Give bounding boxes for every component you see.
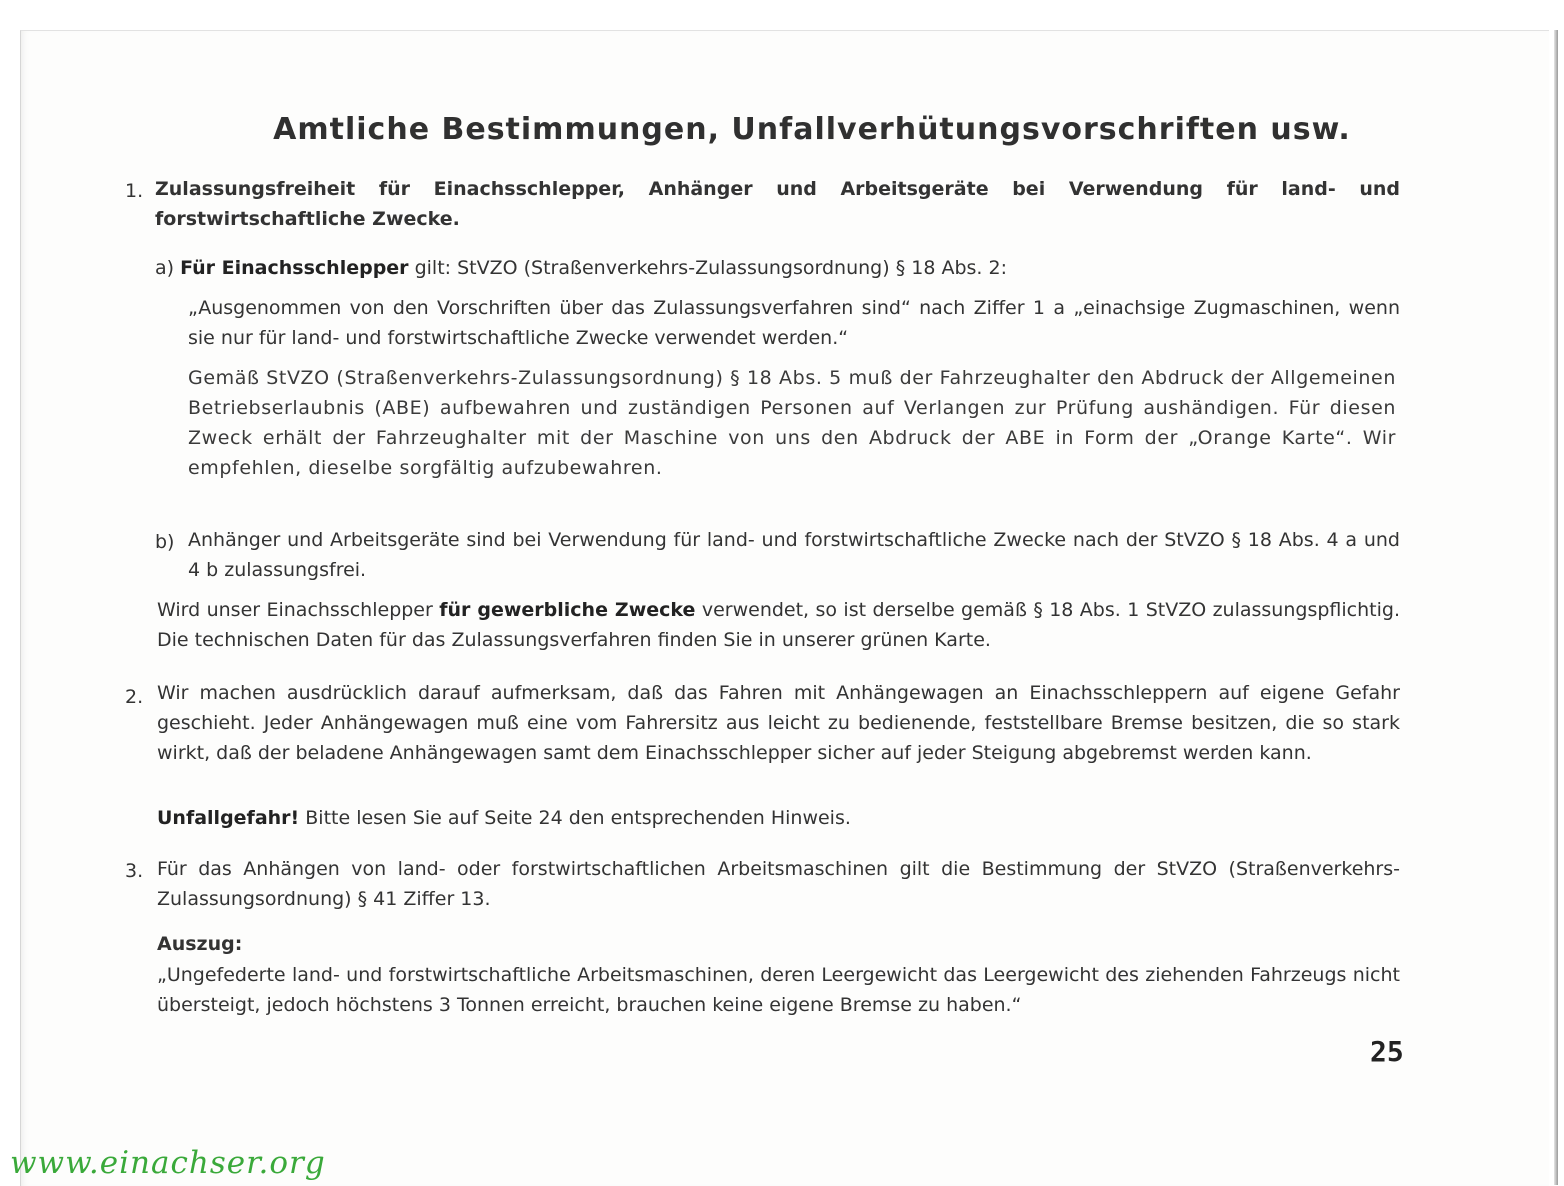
section-1b-text: Anhänger und Arbeitsgeräte sind bei Verwendung für land- und forstwirtschaftliche Zwecke nach der StVZO § 18 Abs. 4 a und 4 b zulassungsfrei. bbox=[188, 529, 1400, 581]
section-1a-text: gilt: StVZO (Straßenverkehrs-Zulassungsordnung) § 18 Abs. 2: bbox=[414, 257, 1007, 279]
gewerblich-pre: Wird unser Einachsschlepper bbox=[157, 599, 433, 621]
unfallgefahr-bold: Unfallgefahr! bbox=[157, 807, 300, 829]
section-1a bbox=[155, 253, 1400, 283]
section-2-number: 2. bbox=[125, 686, 144, 708]
paragraph-gewerblich bbox=[157, 595, 1400, 655]
section-1a-bold: Für Einachsschlepper bbox=[180, 257, 409, 279]
unfallgefahr-line bbox=[157, 803, 1400, 833]
page-edge bbox=[1554, 30, 1558, 1185]
page-number: 25 bbox=[1370, 1035, 1404, 1068]
section-1b-label: b) bbox=[155, 531, 175, 553]
section-1a-label: a) bbox=[155, 257, 175, 279]
auszug-quote: „Ungefederte land- und forstwirtschaftliche Arbeitsmaschinen, deren Leergewicht das Leergewicht des ziehenden Fahrzeugs nicht übersteigt, jedoch höchstens 3 Tonnen erreicht, brauchen keine eigene Bremse zu haben.“ bbox=[157, 964, 1400, 1016]
unfallgefahr-text: Bitte lesen Sie auf Seite 24 den entsprechenden Hinweis. bbox=[305, 807, 851, 829]
section-1-heading: Zulassungsfreiheit für Einachsschlepper, Anhänger und Arbeitsgeräte bei Verwendung für land- und forstwirtschaftliche Zwecke. bbox=[155, 178, 1400, 230]
section-2-text: Wir machen ausdrücklich darauf aufmerksam, daß das Fahren mit Anhängewagen an Einachsschleppern auf eigene Gefahr geschieht. Jeder Anhängewagen muß eine vom Fahrersitz aus leicht zu bedienende, feststellbare Bremse besitzen, die so stark wirkt, daß der beladene Anhängewagen samt dem Einachsschlepper sicher auf jeder Steigung abgebremst werden kann. bbox=[157, 682, 1400, 764]
gewerblich-post: verwendet, so ist derselbe gemäß § 18 Abs. 1 StVZO zulassungspflichtig. Die technischen Daten für das Zulassungsverfahren finden Sie in unserer grünen Karte. bbox=[157, 599, 1400, 651]
section-3-number: 3. bbox=[125, 860, 144, 882]
gewerblich-bold: für gewerbliche Zwecke bbox=[439, 599, 696, 621]
quote-einachsige: „Ausgenommen von den Vorschriften über das Zulassungsverfahren sind“ nach Ziffer 1 a „einachsige Zugmaschinen, wenn sie nur für land- und forstwirtschaftliche Zwecke verwendet werden.“ bbox=[188, 297, 1400, 349]
section-1-number: 1. bbox=[125, 180, 144, 202]
section-3-text: Für das Anhängen von land- oder forstwirtschaftlichen Arbeitsmaschinen gilt die Bestimmung der StVZO (Straßenverkehrs-Zulassungsordnung) § 41 Ziffer 13. bbox=[157, 858, 1400, 910]
watermark: www.einachser.org bbox=[10, 1145, 326, 1181]
paragraph-abe: Gemäß StVZO (Straßenverkehrs-Zulassungsordnung) § 18 Abs. 5 muß der Fahrzeughalter den Abdruck der Allgemeinen Betriebserlaubnis (ABE) aufbewahren und zuständigen Personen auf Verlangen zur Prüfung aushändigen. Für diesen Zweck erhält der Fahrzeughalter mit der Maschine von uns den Abdruck der ABE in Form der „Orange Karte“. Wir empfehlen, dieselbe sorgfältig aufzubewahren. bbox=[188, 367, 1396, 479]
auszug-label: Auszug: bbox=[157, 933, 243, 955]
page-title: Amtliche Bestimmungen, Unfallverhütungsvorschriften usw. bbox=[273, 112, 1351, 147]
